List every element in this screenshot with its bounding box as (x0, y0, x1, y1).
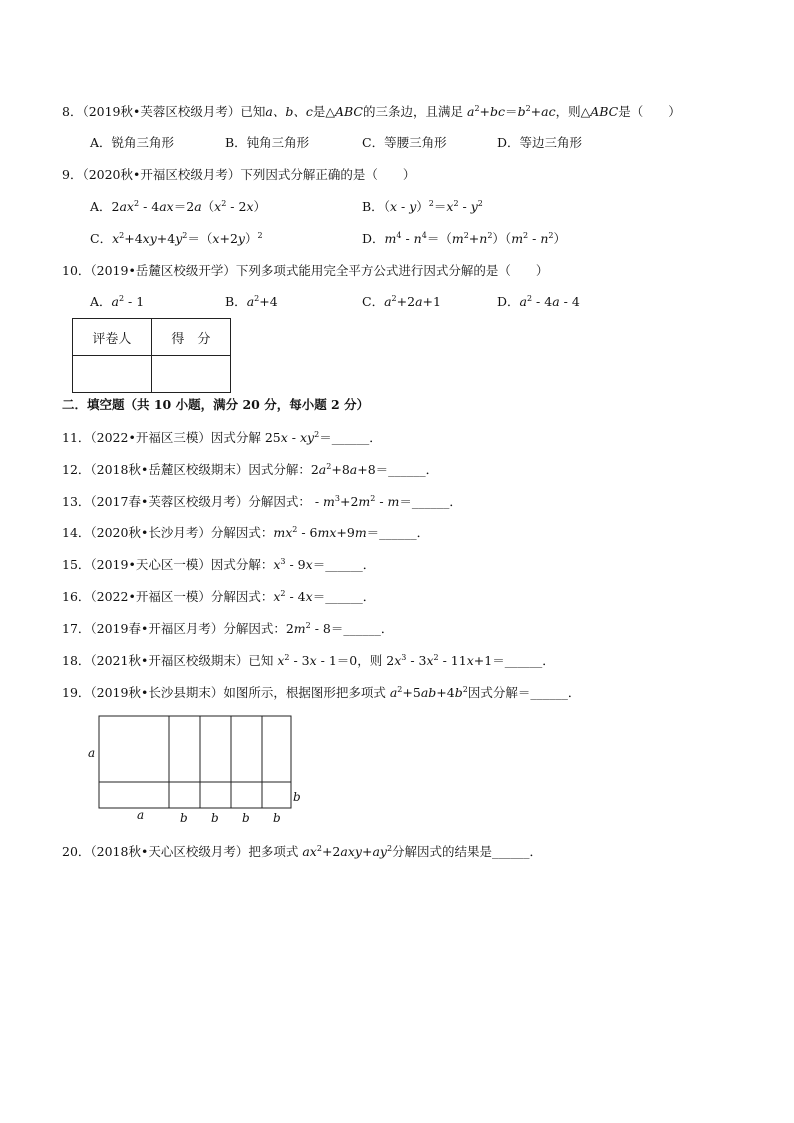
question-11: 11．（2022•开福区三模）因式分解 $25x - xy^2=\_\_\_\_\_\_$． (62, 430, 382, 445)
label-b-2: b (211, 811, 219, 825)
label-b-right: b (293, 790, 301, 804)
reviewer-header: 评卷人 (73, 319, 152, 356)
section-2-title: 二．填空题（共 10 小题，满分 20 分，每小题 2 分） (62, 397, 370, 412)
question-16: 16．（2022•开福区一模）分解因式：$x^2$ - 4x＝______． (62, 589, 376, 604)
q19-figure (86, 708, 316, 832)
q9-b-label: B． (362, 199, 384, 214)
q16-prefix: 16．（2022•开福区一模）分解因式： (62, 589, 274, 604)
q11-prefix: 11．（2022•开福区三模）因式分解 25 (62, 430, 281, 445)
q10-d-label: D． (497, 294, 520, 309)
q9-a-label: A． (90, 199, 112, 214)
q14-suffix: ＝______． (366, 525, 430, 540)
q12-prefix: 12．（2018秋•岳麓区校级期末）因式分解： (62, 462, 311, 477)
q10-c-label: C． (362, 294, 385, 309)
q9-option-a[interactable]: A．$2ax^2 - 4ax=2a(x^2 - 2x)$ (90, 199, 267, 214)
q15-suffix: ＝______． (312, 557, 376, 572)
q10-option-b[interactable]: B．$a^2+4$ (225, 294, 278, 309)
question-14: 14．（2020秋•长沙月考）分解因式：$mx^2$ - 6mx+9m＝______． (62, 525, 430, 540)
q15-prefix: 15．（2019•天心区一模）因式分解： (62, 557, 274, 572)
q12-suffix: ＝______． (375, 462, 439, 477)
q9-c-label: C． (90, 231, 113, 246)
q9-option-d[interactable]: D．$m^4 - n^4=(m^2+n^2)(m^2 - n^2)$ (362, 231, 566, 246)
label-a-bottom: a (137, 808, 145, 822)
rectangle-diagram (86, 708, 316, 828)
q9-option-b[interactable]: B．$(x - y)^2=x^2 - y^2$ (362, 199, 483, 214)
q8-option-a[interactable]: A．锐角三角形 (90, 135, 175, 150)
q17-suffix: ＝______． (330, 621, 394, 636)
question-8-stem: 8．（2019秋•芙蓉区校级月考）已知a、b、c是△ABC的三条边，且满足 $a^2+bc=b^2+ac$，则△ABC是（ ） (62, 104, 681, 119)
q9-d-label: D． (362, 231, 385, 246)
q8-option-c[interactable]: C．等腰三角形 (362, 135, 447, 150)
label-b-3: b (242, 811, 250, 825)
q16-suffix: ＝______． (312, 589, 376, 604)
question-17: 17．（2019春•开福区月考）分解因式：$2m^2$ - 8＝______． (62, 621, 394, 636)
q14-prefix: 14．（2020秋•长沙月考）分解因式： (62, 525, 274, 540)
question-15: 15．（2019•天心区一模）因式分解：$x^3$ - 9x＝______． (62, 557, 376, 572)
q8-option-d[interactable]: D．等边三角形 (497, 135, 583, 150)
q18-prefix: 18．（2021秋•开福区校级期末）已知 (62, 653, 274, 668)
score-cell[interactable] (151, 356, 230, 393)
question-20: 20．（2018秋•天心区校级月考）把多项式 $ax^2+2axy+ay^2$分解因式的结果是______． (62, 844, 543, 859)
question-19: 19．（2019秋•长沙县期末）如图所示，根据图形把多项式 $a^2+5ab+4b^2$因式分解＝______． (62, 685, 581, 700)
q20-suffix: 分解因式的结果是______． (392, 844, 543, 859)
question-13: 13．（2017春•芙蓉区校级月考）分解因式： - $m^3+2m^2$ - m＝______． (62, 494, 462, 509)
q17-prefix: 17．（2019春•开福区月考）分解因式： (62, 621, 286, 636)
q19-prefix: 19．（2019秋•长沙县期末）如图所示，根据图形把多项式 (62, 685, 386, 700)
q19-suffix: 因式分解＝______． (467, 685, 581, 700)
q8-mid: 是△ (312, 104, 335, 119)
q13-suffix: ＝______． (399, 494, 462, 509)
q10-option-d[interactable]: D．$a^2 - 4a - 4$ (497, 294, 580, 309)
score-table (72, 318, 231, 393)
q8-vars: a、b、c (265, 104, 313, 119)
q18-suffix: ＝______． (492, 653, 555, 668)
q8-abc: ABC (334, 104, 363, 119)
question-18: 18．（2021秋•开福区校级期末）已知 $x^2 - 3x - 1=0$，则 $2x^3 - 3x^2$ - 11x+1＝______． (62, 653, 555, 668)
reviewer-cell[interactable] (73, 356, 152, 393)
q8-option-b[interactable]: B．钝角三角形 (225, 135, 310, 150)
q10-option-c[interactable]: C．$a^2+2a+1$ (362, 294, 441, 309)
q8-end: 是（ ） (618, 104, 681, 119)
q13-prefix: 13．（2017春•芙蓉区校级月考）分解因式： (62, 494, 311, 509)
q11-suffix: ＝______． (319, 430, 382, 445)
label-b-4: b (273, 811, 281, 825)
label-a-side: a (88, 746, 96, 760)
q20-prefix: 20．（2018秋•天心区校级月考）把多项式 (62, 844, 299, 859)
q18-mid: ，则 (357, 653, 383, 668)
q10-b-label: B． (225, 294, 247, 309)
question-12: 12．（2018秋•岳麓区校级期末）因式分解：$2a^2+8a+8=\_\_\_\_\_\_$． (62, 462, 439, 477)
score-header: 得 分 (151, 319, 230, 356)
q8-suffix: ，则△ (555, 104, 591, 119)
q8-mid2: 的三条边，且满足 (363, 104, 464, 119)
q8-prefix: 8．（2019秋•芙蓉区校级月考）已知 (62, 104, 266, 119)
question-9-stem: 9．（2020秋•开福区校级月考）下列因式分解正确的是（ ） (62, 167, 416, 182)
label-b-1: b (180, 811, 188, 825)
q9-option-c[interactable]: C．$x^2+4xy+4y^2=(x+2y)^2$ (90, 231, 263, 246)
q10-a-label: A． (90, 294, 112, 309)
question-10-stem: 10．（2019•岳麓区校级开学）下列多项式能用完全平方公式进行因式分解的是（ ） (62, 263, 549, 278)
q10-option-a[interactable]: A．$a^2 - 1$ (90, 294, 145, 309)
